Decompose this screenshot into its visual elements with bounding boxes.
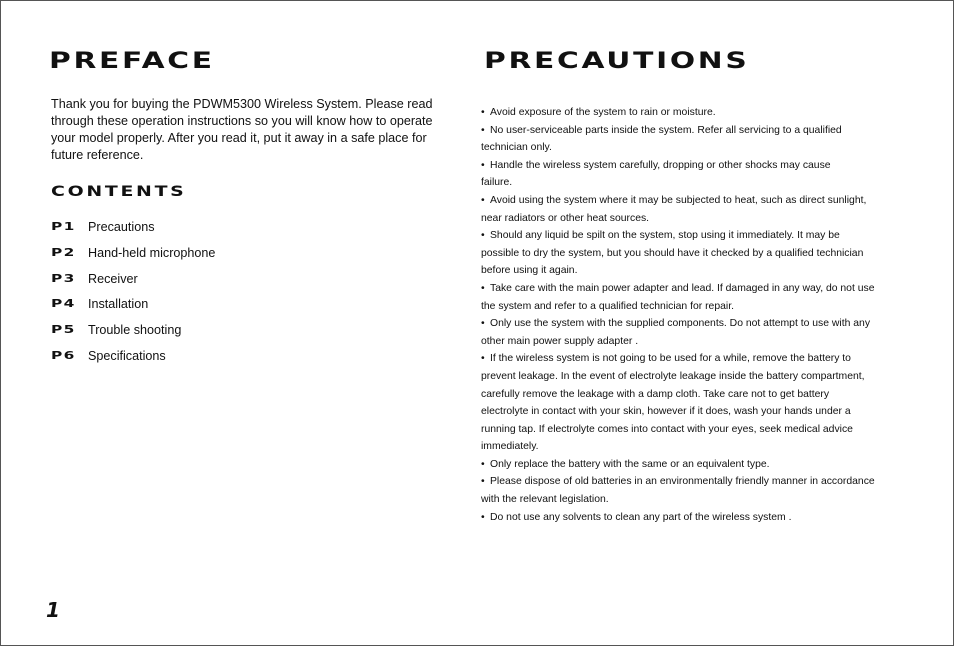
precaution-item <box>481 104 921 122</box>
precaution-item <box>481 122 921 157</box>
toc-page-number: P2 <box>51 245 76 259</box>
bullet-icon: • <box>481 124 485 136</box>
toc-label: Trouble shooting <box>88 323 182 338</box>
page-number: 1 <box>46 598 60 622</box>
precaution-line: Only use the system with the supplied components. Do not attempt to use with any <box>490 318 871 330</box>
precaution-line: possible to dry the system, but you should have it checked by a qualified technician <box>481 247 864 259</box>
toc-item <box>51 321 351 347</box>
bullet-icon: • <box>481 230 485 242</box>
toc-page-number: P6 <box>51 348 76 362</box>
toc-label: Specifications <box>88 348 166 363</box>
precaution-item <box>481 227 921 280</box>
toc-page-number: P3 <box>51 271 76 285</box>
precaution-line: Handle the wireless system carefully, dropping or other shocks may cause <box>490 159 831 171</box>
toc-page-number: P4 <box>51 297 76 311</box>
toc-label: Installation <box>88 297 149 312</box>
precautions-list <box>481 104 921 526</box>
precaution-line: with the relevant legislation. <box>481 494 609 506</box>
precaution-line: technician only. <box>481 142 552 154</box>
precautions-heading: PRECAUTIONS <box>484 49 750 74</box>
bullet-icon: • <box>481 458 485 470</box>
precaution-line: the system and refer to a qualified technician for repair. <box>481 300 734 312</box>
bullet-icon: • <box>481 511 485 523</box>
precaution-item <box>481 280 921 315</box>
toc-item <box>51 270 351 296</box>
table-of-contents <box>51 218 351 373</box>
toc-page-number: P1 <box>51 220 76 233</box>
bullet-icon: • <box>481 107 485 118</box>
preface-intro-text: Thank you for buying the PDWM5300 Wireless System. Please read through these operation instructions so you will know how to operate your model properly. After you read it, put it away in a safe place for future reference. <box>51 97 433 162</box>
bullet-icon: • <box>481 159 485 171</box>
toc-item <box>51 244 351 270</box>
precaution-line: near radiators or other heat sources. <box>481 212 650 224</box>
bullet-icon: • <box>481 476 485 488</box>
precaution-line: before using it again. <box>481 265 578 277</box>
bullet-icon: • <box>481 282 485 294</box>
toc-item <box>51 218 351 244</box>
precaution-line: other main power supply adapter . <box>481 335 639 347</box>
precaution-item <box>481 509 921 527</box>
precaution-line: failure. <box>481 177 513 189</box>
precaution-line: carefully remove the leakage with a damp cloth. Take care not to get battery <box>481 388 830 400</box>
precaution-line: Only replace the battery with the same or an equivalent type. <box>490 458 770 470</box>
precaution-line: prevent leakage. In the event of electrolyte leakage inside the battery compartment, <box>481 370 865 382</box>
precaution-item <box>481 456 921 474</box>
bullet-icon: • <box>481 194 485 206</box>
precaution-line: No user-serviceable parts inside the system. Refer all servicing to a qualified <box>490 124 842 136</box>
toc-label: Precautions <box>88 220 155 234</box>
toc-item <box>51 347 351 373</box>
contents-heading: CONTENTS <box>51 184 187 200</box>
precaution-item <box>481 315 921 350</box>
toc-page-number: P5 <box>51 323 76 337</box>
precaution-item <box>481 350 921 456</box>
toc-label: Receiver <box>88 271 138 286</box>
precaution-line: Take care with the main power adapter and lead. If damaged in any way, do not use <box>490 282 875 294</box>
precaution-line: Avoid exposure of the system to rain or moisture. <box>490 107 716 118</box>
precaution-line: electrolyte in contact with your skin, however if it does, wash your hands under a <box>481 406 851 418</box>
precaution-line: immediately. <box>481 441 539 453</box>
precaution-line: Should any liquid be spilt on the system, stop using it immediately. It may be <box>490 230 840 242</box>
bullet-icon: • <box>481 353 485 365</box>
toc-item <box>51 295 351 321</box>
precaution-item <box>481 157 921 192</box>
bullet-icon: • <box>481 318 485 330</box>
preface-heading: PREFACE <box>49 49 215 74</box>
precaution-item <box>481 473 921 508</box>
precaution-line: Avoid using the system where it may be subjected to heat, such as direct sunlight, <box>490 194 867 206</box>
precaution-line: Do not use any solvents to clean any part of the wireless system . <box>490 511 792 523</box>
precaution-item <box>481 192 921 227</box>
precaution-line: running tap. If electrolyte comes into contact with your eyes, seek medical advice <box>481 423 853 435</box>
toc-label: Hand-held microphone <box>88 245 216 260</box>
precaution-line: If the wireless system is not going to be used for a while, remove the battery to <box>490 353 851 365</box>
precaution-line: Please dispose of old batteries in an environmentally friendly manner in accordance <box>490 476 875 488</box>
